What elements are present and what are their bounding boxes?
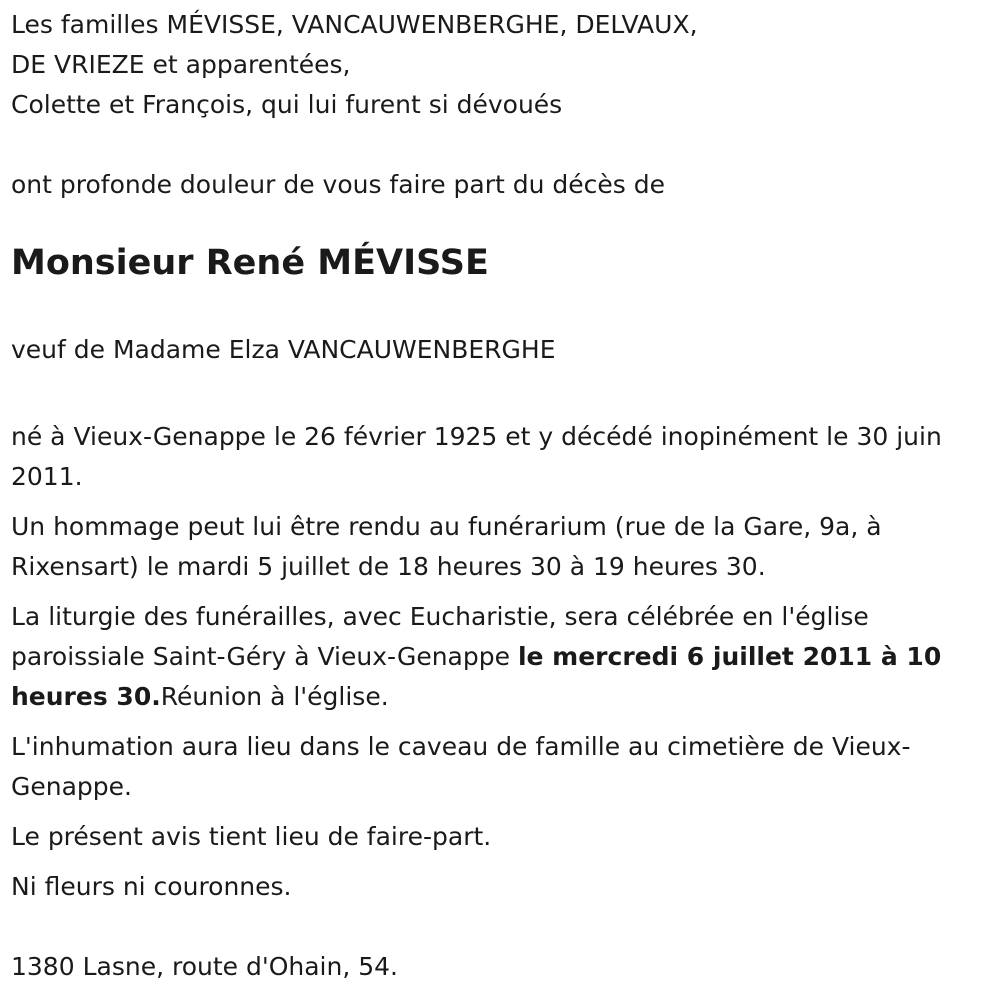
family-intro: [11, 5, 988, 125]
details-section: [11, 417, 988, 907]
liturgy-text-end: Réunion à l'église.: [160, 682, 389, 711]
announcement-text: ont profonde douleur de vous faire part du décès de: [11, 170, 666, 199]
deceased-name: Monsieur René MÉVISSE: [11, 243, 489, 283]
intro-line-3: Colette et François, qui lui furent si dévoués: [11, 90, 563, 119]
flowers-text: Ni fleurs ni couronnes.: [11, 872, 292, 901]
notice-text: Le présent avis tient lieu de faire-part.: [11, 822, 492, 851]
burial-text: L'inhumation aura lieu dans le caveau de famille au cimetière de Vieux-Genappe.: [11, 732, 911, 801]
intro-line-1: Les familles MÉVISSE, VANCAUWENBERGHE, DELVAUX,: [11, 10, 698, 39]
liturgy-text-start: La liturgie des funérailles, avec Eucharistie, sera célébrée en l'église paroissiale Saint-Géry à Vieux-Genappe: [11, 602, 869, 671]
tribute-text: Un hommage peut lui être rendu au funérarium (rue de la Gare, 9a, à Rixensart) le mardi 5 juillet de 18 heures 30 à 19 heures 30.: [11, 512, 882, 581]
obituary-page: [0, 5, 1000, 1000]
liturgy-date-time: le mercredi 6 juillet 2011 à 10 heures 30.: [11, 642, 942, 711]
address-text: 1380 Lasne, route d'Ohain, 54.: [11, 952, 398, 981]
birth-death-text: né à Vieux-Genappe le 26 février 1925 et y décédé inopinément le 30 juin 2011.: [11, 422, 942, 491]
liturgy-text: [11, 597, 988, 717]
widow-of-text: veuf de Madame Elza VANCAUWENBERGHE: [11, 335, 556, 364]
intro-line-2: DE VRIEZE et apparentées,: [11, 50, 351, 79]
